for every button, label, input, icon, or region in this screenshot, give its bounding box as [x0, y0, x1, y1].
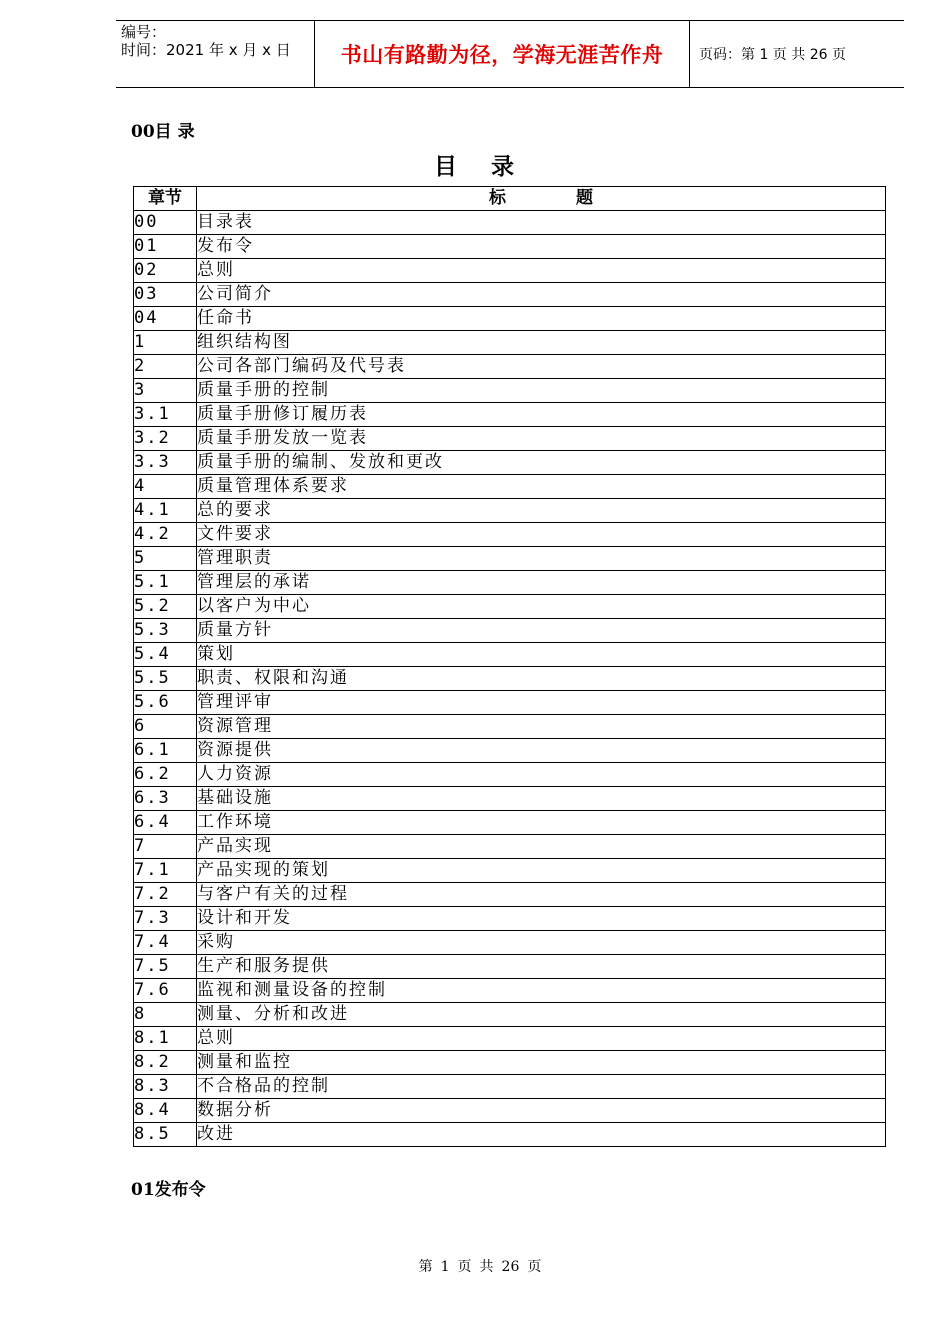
toc-row-title: 职责、权限和沟通 — [197, 667, 886, 691]
title-header-part2: 题 — [576, 188, 593, 208]
document-title — [0, 148, 950, 181]
toc-row — [134, 307, 886, 331]
toc-row — [134, 979, 886, 1003]
toc-row-chapter: 03 — [134, 283, 197, 307]
toc-row — [134, 499, 886, 523]
toc-row — [134, 619, 886, 643]
toc-row-chapter: 7.1 — [134, 859, 197, 883]
toc-row-title: 文件要求 — [197, 523, 886, 547]
toc-header-row — [134, 187, 886, 211]
toc-row-chapter: 6.2 — [134, 763, 197, 787]
toc-row — [134, 1123, 886, 1147]
toc-row-chapter: 4 — [134, 475, 197, 499]
toc-row-title: 管理职责 — [197, 547, 886, 571]
toc-row-chapter: 7.6 — [134, 979, 197, 1003]
toc-row-chapter: 01 — [134, 235, 197, 259]
toc-row-title: 任命书 — [197, 307, 886, 331]
toc-row — [134, 475, 886, 499]
document-title-part1: 目 — [434, 153, 459, 180]
toc-row — [134, 859, 886, 883]
toc-row-chapter: 02 — [134, 259, 197, 283]
footer-word: 页 — [457, 1259, 472, 1275]
toc-row-chapter: 04 — [134, 307, 197, 331]
toc-row-title: 发布令 — [197, 235, 886, 259]
toc-row — [134, 547, 886, 571]
toc-row — [134, 211, 886, 235]
toc-row-title: 目录表 — [197, 211, 886, 235]
toc-row-title: 产品实现的策划 — [197, 859, 886, 883]
toc-row — [134, 667, 886, 691]
toc-row-chapter: 8.3 — [134, 1075, 197, 1099]
toc-row-title: 不合格品的控制 — [197, 1075, 886, 1099]
toc-row-title: 总的要求 — [197, 499, 886, 523]
toc-row-chapter: 3.1 — [134, 403, 197, 427]
toc-row-title: 采购 — [197, 931, 886, 955]
toc-row-title: 生产和服务提供 — [197, 955, 886, 979]
next-section-number: 01 — [131, 1180, 155, 1200]
toc-row — [134, 931, 886, 955]
toc-row-title: 测量、分析和改进 — [197, 1003, 886, 1027]
toc-row-title: 人力资源 — [197, 763, 886, 787]
toc-row-chapter: 4.1 — [134, 499, 197, 523]
page-footer — [0, 1256, 950, 1276]
toc-body — [134, 211, 886, 1147]
chapter-column-header: 章节 — [134, 187, 197, 211]
toc-row-chapter: 8.1 — [134, 1027, 197, 1051]
toc-row-chapter: 7.2 — [134, 883, 197, 907]
header-motto: 书山有路勤为径，学海无涯苦作舟 — [315, 21, 690, 87]
toc-row-chapter: 7.4 — [134, 931, 197, 955]
header-page-info: 页码：第 1 页 共 26 页 — [699, 47, 846, 63]
header-meta — [116, 21, 315, 87]
toc-row-title: 数据分析 — [197, 1099, 886, 1123]
toc-row-chapter: 3.2 — [134, 427, 197, 451]
toc-row — [134, 355, 886, 379]
toc-row-title: 策划 — [197, 643, 886, 667]
toc-row-title: 资源提供 — [197, 739, 886, 763]
toc-row — [134, 763, 886, 787]
toc-row-chapter: 3.3 — [134, 451, 197, 475]
toc-row-chapter: 7.5 — [134, 955, 197, 979]
toc-table — [133, 186, 886, 1147]
toc-row-title: 质量手册修订履历表 — [197, 403, 886, 427]
toc-row — [134, 643, 886, 667]
toc-row — [134, 595, 886, 619]
toc-row-chapter: 7 — [134, 835, 197, 859]
toc-row — [134, 283, 886, 307]
toc-row — [134, 907, 886, 931]
document-date: 时间：2021 年 x 月 x 日 — [121, 41, 291, 59]
toc-row-chapter: 6.3 — [134, 787, 197, 811]
toc-row-chapter: 5.5 — [134, 667, 197, 691]
toc-row-title: 质量管理体系要求 — [197, 475, 886, 499]
toc-row — [134, 427, 886, 451]
toc-row — [134, 403, 886, 427]
toc-row — [134, 331, 886, 355]
toc-row-chapter: 8.5 — [134, 1123, 197, 1147]
toc-row — [134, 259, 886, 283]
footer-word: 共 — [479, 1259, 494, 1275]
toc-row — [134, 715, 886, 739]
section-heading — [131, 117, 195, 142]
toc-row — [134, 451, 886, 475]
toc-row-title: 工作环境 — [197, 811, 886, 835]
toc-row-title: 质量手册的编制、发放和更改 — [197, 451, 886, 475]
toc-row-title: 产品实现 — [197, 835, 886, 859]
toc-row — [134, 787, 886, 811]
toc-row — [134, 1003, 886, 1027]
toc-row-title: 总则 — [197, 1027, 886, 1051]
toc-row — [134, 571, 886, 595]
toc-row-title: 设计和开发 — [197, 907, 886, 931]
title-column-header — [197, 187, 886, 211]
toc-row-title: 管理层的承诺 — [197, 571, 886, 595]
toc-row-chapter: 4.2 — [134, 523, 197, 547]
page-header — [116, 20, 904, 88]
toc-row — [134, 1027, 886, 1051]
toc-row — [134, 235, 886, 259]
toc-row — [134, 811, 886, 835]
toc-row-chapter: 7.3 — [134, 907, 197, 931]
toc-row-title: 测量和监控 — [197, 1051, 886, 1075]
toc-row-title: 质量方针 — [197, 619, 886, 643]
toc-row-title: 公司简介 — [197, 283, 886, 307]
toc-row-title: 资源管理 — [197, 715, 886, 739]
toc-row-title: 总则 — [197, 259, 886, 283]
footer-page-number: 1 — [440, 1259, 450, 1275]
section-number: 00 — [131, 122, 155, 142]
toc-row — [134, 379, 886, 403]
toc-row-chapter: 1 — [134, 331, 197, 355]
section-title: 目 录 — [154, 122, 195, 142]
toc-row — [134, 1099, 886, 1123]
footer-total-pages: 26 — [501, 1259, 520, 1275]
next-section-title: 发布令 — [154, 1180, 206, 1200]
toc-row-title: 以客户为中心 — [197, 595, 886, 619]
toc-row-chapter: 2 — [134, 355, 197, 379]
toc-row-title: 改进 — [197, 1123, 886, 1147]
toc-row — [134, 691, 886, 715]
toc-row — [134, 835, 886, 859]
toc-row-chapter: 5.3 — [134, 619, 197, 643]
next-section-heading — [131, 1175, 206, 1200]
toc-row-title: 质量手册发放一览表 — [197, 427, 886, 451]
toc-row — [134, 1075, 886, 1099]
toc-row-chapter: 6 — [134, 715, 197, 739]
toc-row — [134, 1051, 886, 1075]
toc-row — [134, 739, 886, 763]
footer-word: 页 — [527, 1259, 542, 1275]
toc-row-chapter: 3 — [134, 379, 197, 403]
toc-row-chapter: 5 — [134, 547, 197, 571]
toc-row-chapter: 6.4 — [134, 811, 197, 835]
toc-row-title: 管理评审 — [197, 691, 886, 715]
toc-row-title: 监视和测量设备的控制 — [197, 979, 886, 1003]
toc-row-title: 组织结构图 — [197, 331, 886, 355]
toc-row-chapter: 5.1 — [134, 571, 197, 595]
toc-row-chapter: 5.4 — [134, 643, 197, 667]
toc-row — [134, 883, 886, 907]
toc-row-chapter: 00 — [134, 211, 197, 235]
footer-word: 第 — [418, 1259, 433, 1275]
toc-row-chapter: 5.6 — [134, 691, 197, 715]
document-title-part2: 录 — [491, 153, 516, 180]
toc-row-title: 与客户有关的过程 — [197, 883, 886, 907]
toc-row — [134, 523, 886, 547]
toc-row-chapter: 8.4 — [134, 1099, 197, 1123]
document-number-label: 编号： — [121, 23, 167, 41]
toc-row-chapter: 6.1 — [134, 739, 197, 763]
title-header-part1: 标 — [489, 188, 506, 208]
toc-row-chapter: 5.2 — [134, 595, 197, 619]
toc-row-title: 质量手册的控制 — [197, 379, 886, 403]
toc-row-title: 基础设施 — [197, 787, 886, 811]
toc-row — [134, 955, 886, 979]
toc-row-chapter: 8 — [134, 1003, 197, 1027]
toc-row-title: 公司各部门编码及代号表 — [197, 355, 886, 379]
toc-row-chapter: 8.2 — [134, 1051, 197, 1075]
